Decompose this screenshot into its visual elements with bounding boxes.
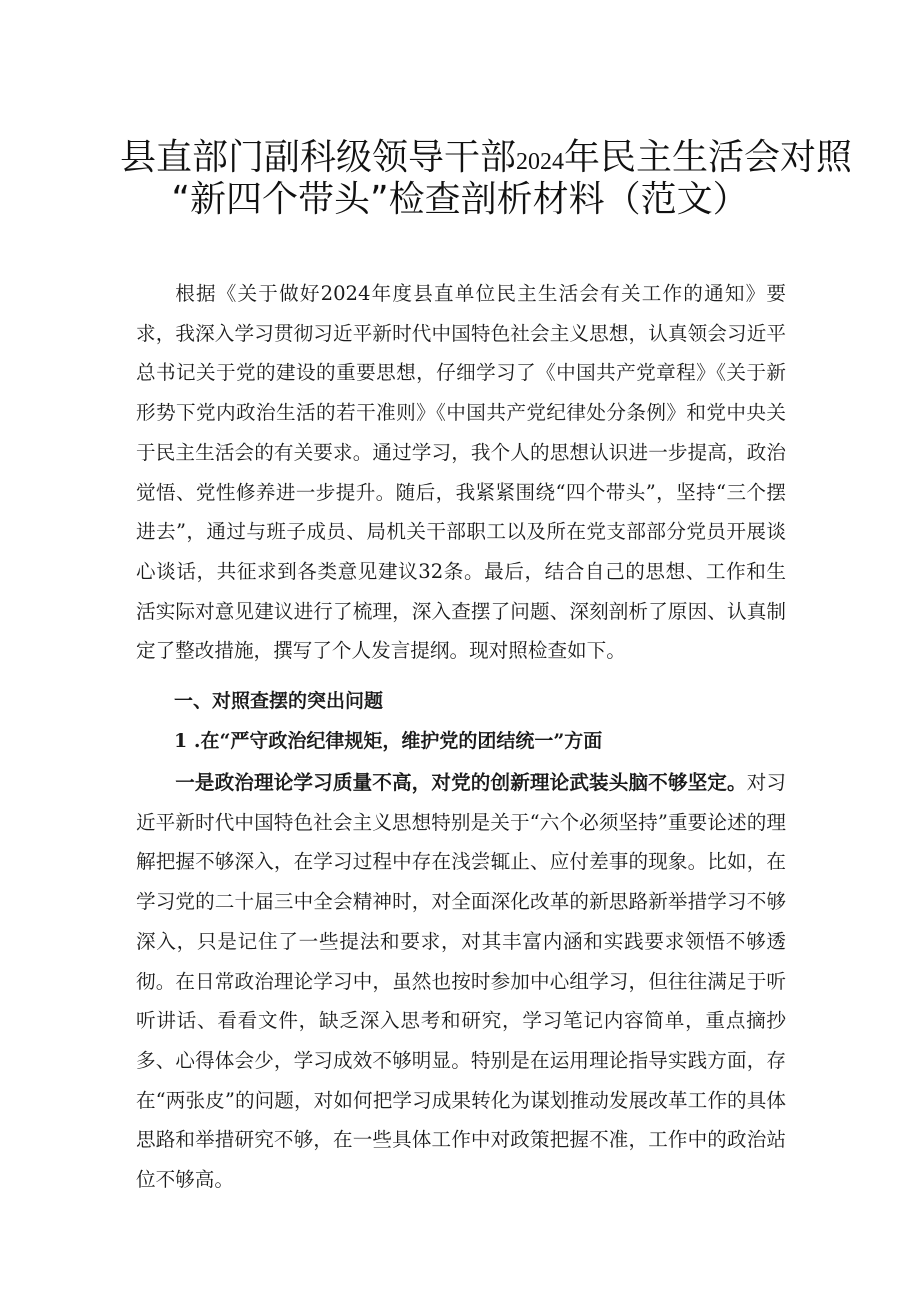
subsection-heading: 1 .在“严守政治纪律规矩，维护党的团结统一”方面 [174,730,603,752]
document-title-line-2: “新四个带头”检查剖析材料（范文） [171,179,749,220]
title-line-1-prefix: 县直部门副科级领导干部 [120,137,517,178]
title-line-1-year: 2024 [516,149,565,175]
title-line-1-suffix: 年民主生活会对照 [564,137,853,178]
intro-paragraph: 根据《关于做好2024年度县直单位民主生活会有关工作的通知》要求，我深入学习贯彻习近平新时代中国特色社会主义思想，认真领会习近平总书记关于党的建设的重要思想，仔细学习了《中国共产党章程》《关于新形势下党内政治生活的若干准则》《中国共产党纪律处分条例》和党中央关于民主生活会的有关要求。通过学习，我个人的思想认识进一步提高，政治觉悟、党性修养进一步提升。随后，我紧紧围绕“四个带头”，坚持“三个摆进去”，通过与班子成员、局机关干部职工以及所在党支部部分党员开展谈心谈话，共征求到各类意见建议32条。最后，结合自己的思想、工作和生活实际对意见建议进行了梳理，深入查摆了问题、深刻剖析了原因、认真制定了整改措施，撰写了个人发言提纲。现对照检查如下。 [136,282,786,663]
problem-paragraph [136,763,786,1200]
section-heading: 一、对照查摆的突出问题 [174,690,384,712]
document-title-line-1 [120,136,853,184]
problem-paragraph-lead: 一是政治理论学习质量不高，对党的创新理论武装头脑不够坚定。 [175,771,747,794]
problem-paragraph-body: 对习近平新时代中国特色社会主义思想特别是关于“六个必须坚持”重要论述的理解把握不够深入，在学习过程中存在浅尝辄止、应付差事的现象。比如，在学习党的二十届三中全会精神时，对全面深化改革的新思路新举措学习不够深入，只是记住了一些提法和要求，对其丰富内涵和实践要求领悟不够透彻。在日常政治理论学习中，虽然也按时参加中心组学习，但往往满足于听听讲话、看看文件，缺乏深入思考和研究，学习笔记内容简单，重点摘抄多、心得体会少，学习成效不够明显。特别是在运用理论指导实践方面，存在“两张皮”的问题，对如何把学习成果转化为谋划推动发展改革工作的具体思路和举措研究不够，在一些具体工作中对政策把握不准，工作中的政治站位不够高。 [136,771,787,1192]
